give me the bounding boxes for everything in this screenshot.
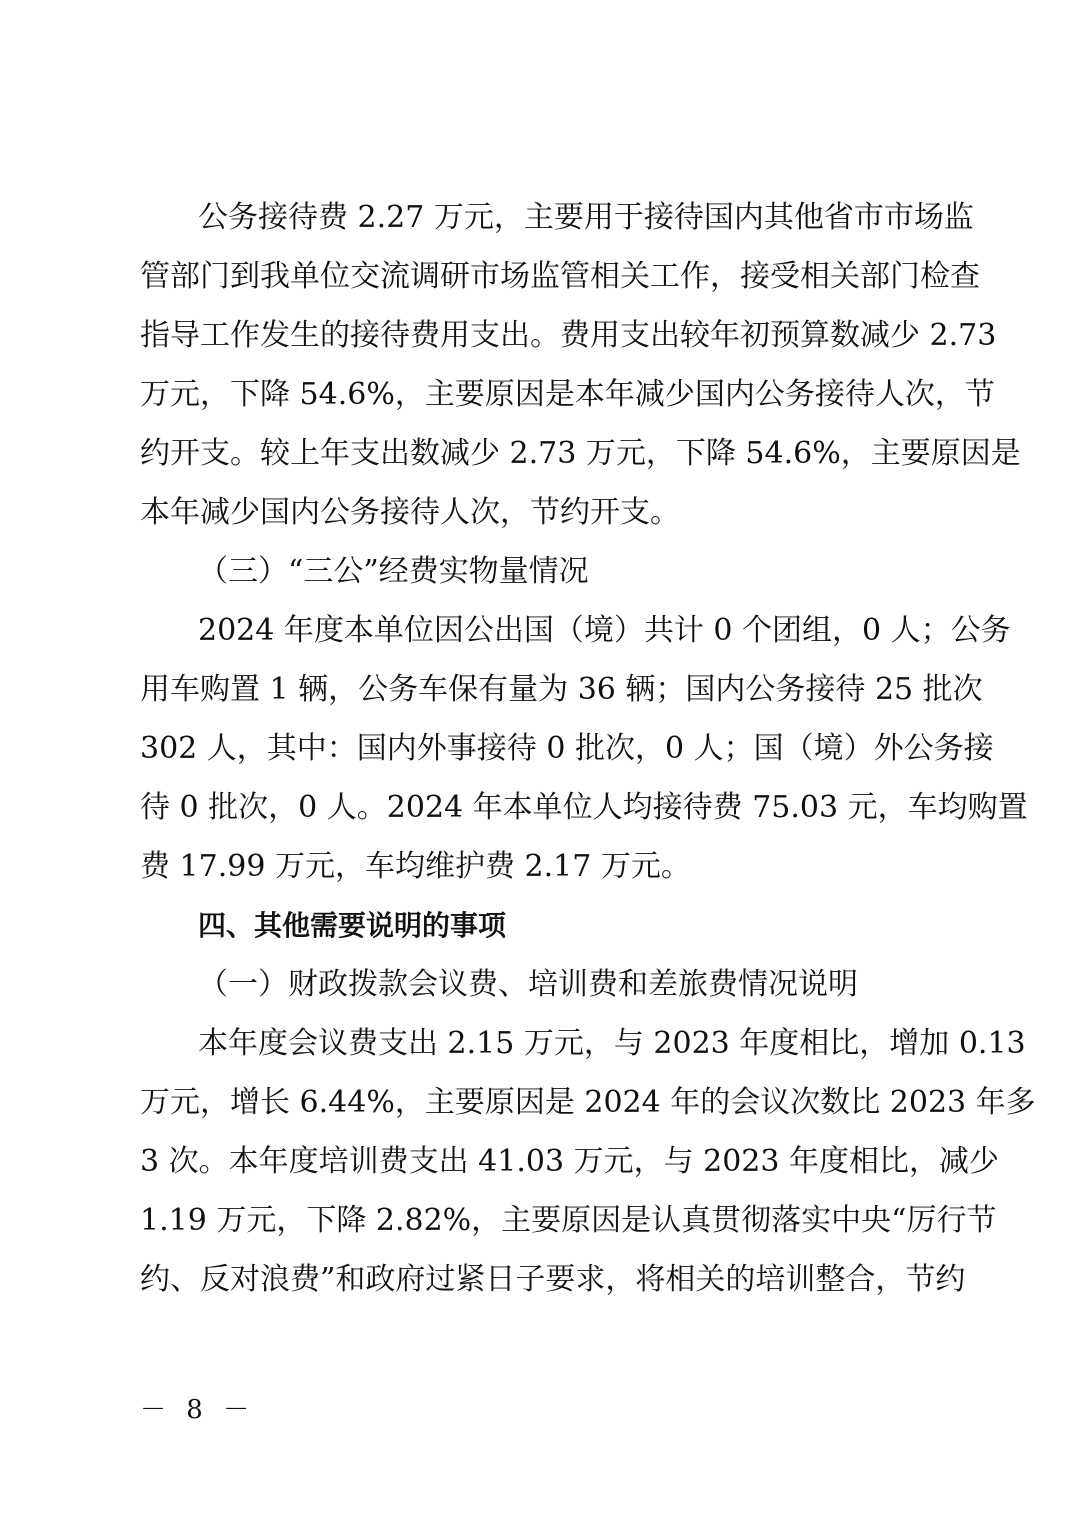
section-heading-three-public-funds: （三）“三公”经费实物量情况 <box>198 554 589 589</box>
paragraph-reception-line: 公务接待费 2.27 万元，主要用于接待国内其他省市市场监 <box>198 200 974 235</box>
paragraph-reception-line: 约开支。较上年支出数减少 2.73 万元，下降 54.6%，主要原因是 <box>140 436 1021 471</box>
paragraph-reception-line: 指导工作发生的接待费用支出。费用支出较年初预算数减少 2.73 <box>140 318 997 353</box>
paragraph-meeting-line: 1.19 万元，下降 2.82%，主要原因是认真贯彻落实中央“厉行节 <box>140 1203 997 1238</box>
paragraph-physical-line: 2024 年度本单位因公出国（境）共计 0 个团组，0 人；公务 <box>198 613 1011 648</box>
paragraph-physical-line: 费 17.99 万元，车均维护费 2.17 万元。 <box>140 849 691 884</box>
paragraph-physical-line: 用车购置 1 辆，公务车保有量为 36 辆；国内公务接待 25 批次 <box>140 672 983 707</box>
paragraph-reception-line: 管部门到我单位交流调研市场监管相关工作，接受相关部门检查 <box>140 259 980 294</box>
paragraph-meeting-line: 本年度会议费支出 2.15 万元，与 2023 年度相比，增加 0.13 <box>198 1026 1026 1061</box>
paragraph-reception-line: 本年减少国内公务接待人次，节约开支。 <box>140 495 680 530</box>
paragraph-physical-line: 待 0 批次，0 人。2024 年本单位人均接待费 75.03 元，车均购置 <box>140 790 1028 825</box>
paragraph-meeting-line: 3 次。本年度培训费支出 41.03 万元，与 2023 年度相比，减少 <box>140 1144 999 1179</box>
paragraph-meeting-line: 约、反对浪费”和政府过紧日子要求，将相关的培训整合，节约 <box>140 1262 966 1297</box>
section-heading-four: 四、其他需要说明的事项 <box>198 909 507 942</box>
paragraph-reception-line: 万元，下降 54.6%，主要原因是本年减少国内公务接待人次，节 <box>140 377 995 412</box>
paragraph-physical-line: 302 人，其中：国内外事接待 0 批次，0 人；国（境）外公务接 <box>140 731 994 766</box>
paragraph-meeting-line: 万元，增长 6.44%，主要原因是 2024 年的会议次数比 2023 年多 <box>140 1085 1036 1120</box>
page-number: － 8 － <box>140 1395 256 1425</box>
section-heading-one-fiscal: （一）财政拨款会议费、培训费和差旅费情况说明 <box>198 967 858 1002</box>
